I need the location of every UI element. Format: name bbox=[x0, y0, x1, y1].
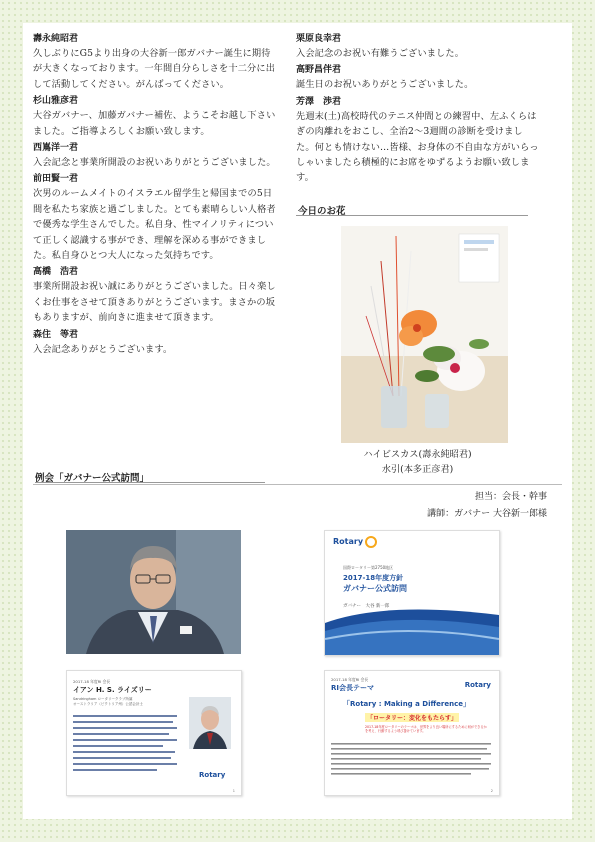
governor-visit-slide bbox=[324, 530, 500, 656]
flower-heading-text: 今日のお花 bbox=[298, 206, 346, 217]
message-text: 先週末(土)高校時代のテニス仲間との練習中、左ふくらはぎの肉離れをおこし、全治2～3週間の診断を受けました。何とも情けない…皆様、お身体の不自由な方がいらっしゃいましたら積極的にお席をゆずるようお願い致します。 bbox=[296, 110, 539, 184]
flower-caption-1: ハイビスカス(壽永純昭君) bbox=[363, 449, 472, 460]
slide3-year: 2017-18 年度RI 会長 bbox=[331, 677, 369, 682]
slide-policy: 2017-18年度方針 bbox=[343, 574, 404, 582]
newsletter-page bbox=[23, 23, 572, 819]
message-name: 栗原良幸君 bbox=[296, 34, 342, 44]
slide2-year: 2017-18 年度RI 会長 bbox=[73, 679, 111, 684]
meeting-heading bbox=[35, 466, 265, 483]
ri-president-portrait bbox=[189, 697, 231, 749]
section-divider bbox=[33, 484, 562, 485]
ri-theme-slide bbox=[324, 670, 500, 796]
slide3-theme-en: 「Rotary : Making a Difference」 bbox=[343, 700, 471, 708]
slide2-club: Sandringham ロータリークラブ所属 bbox=[73, 697, 133, 701]
slide2-role: オーストラリア（ビクトリア州）公認会計士 bbox=[73, 702, 143, 706]
slide3-title: RI会長テーマ bbox=[331, 684, 374, 692]
message-text: 入会記念と事業所開設のお祝いありがとうございました。 bbox=[33, 157, 276, 169]
slide2-rotary-logo: Rotary bbox=[199, 771, 226, 779]
meeting-charge: 担当：会長・幹事 bbox=[474, 492, 547, 502]
message-text: 入会記念ありがとうございます。 bbox=[33, 343, 173, 355]
slide3-theme-ja: 「ロータリー：変化をもたらす」 bbox=[367, 715, 458, 722]
message-text: 誕生日のお祝いありがとうございました。 bbox=[296, 79, 474, 91]
message-text: 事業所開設お祝い誠にありがとうございました。日々楽しくお仕事をさせて頂きありがとうございます。まさかの坂もありますが、前向きに進ませて頂きます。 bbox=[33, 281, 276, 324]
speaker-photo bbox=[66, 530, 241, 654]
slide2-text-lines bbox=[73, 713, 183, 785]
message-name: 森住 等君 bbox=[33, 329, 79, 340]
message-name: 前田賢一君 bbox=[33, 174, 79, 185]
slide-title: ガバナー公式訪問 bbox=[343, 584, 407, 593]
slide2-page: 1 bbox=[232, 789, 235, 793]
message-text: 久しぶりにG5より出身の大谷新一郎ガバナー誕生に期待が大きくなっております。一年間自分らしさを十二分に出して活動してください。がんばってください。 bbox=[33, 48, 276, 90]
ri-president-slide bbox=[66, 670, 242, 796]
slide3-text-lines bbox=[331, 741, 493, 789]
slide2-name: イアン H. S. ライズリー bbox=[73, 686, 152, 694]
message-name: 杉山雅彦君 bbox=[33, 96, 79, 107]
message-text: 入会記念のお祝い有難うございました。 bbox=[296, 48, 465, 59]
flower-arrangement-image bbox=[341, 226, 508, 443]
message-text: 大谷ガバナー、加藤ガバナー補佐、ようこそお越し下さいました。ご指導よろしくお願い致します。 bbox=[33, 110, 276, 137]
slide-rotary-logo: Rotary bbox=[333, 537, 364, 546]
speaker-portrait-image bbox=[66, 530, 241, 654]
message-name: 芳澤 渉君 bbox=[296, 96, 342, 107]
meeting-speaker: 講師：ガバナー 大谷新一郎様 bbox=[427, 509, 547, 519]
message-name: 高野昌伴君 bbox=[296, 65, 342, 76]
rotary-wheel-icon bbox=[366, 537, 376, 547]
slide3-rotary-logo: Rotary bbox=[464, 681, 491, 689]
flower-heading bbox=[296, 199, 528, 216]
message-name: 高橋 浩君 bbox=[33, 267, 79, 278]
message-name: 壽永純昭君 bbox=[33, 34, 79, 44]
slide3-note: 2017-18年度ロータリーのテーマは、世界をより良い場所にするために何ができるかを考え、行動するよう呼び掛けています。 bbox=[365, 725, 487, 734]
messages-left-column bbox=[33, 33, 276, 360]
meeting-heading-text: 例会「ガバナー公式訪問」 bbox=[35, 473, 150, 484]
message-name: 西嶌洋一君 bbox=[33, 143, 79, 154]
slide-district: 国際ロータリー第2750地区 bbox=[343, 565, 394, 570]
slide3-page: 2 bbox=[490, 789, 493, 793]
slide-governor: ガバナー 大谷 新一郎 bbox=[343, 604, 390, 609]
messages-right-column bbox=[296, 33, 539, 189]
message-text: 次男のルームメイトのイスラエル留学生と帰国までの5日間を私たち家族と過ごしました。とても素晴らしい人格者で優秀な学生さんでした。私自身、性マイノリティについて正しく認識する事ができ、理解を深める事ができました。私自身ひとつ大人になった気持ちです。 bbox=[33, 188, 276, 262]
flower-caption-2: 水引(本多正彦君) bbox=[381, 464, 454, 475]
flower-photo bbox=[341, 226, 508, 443]
